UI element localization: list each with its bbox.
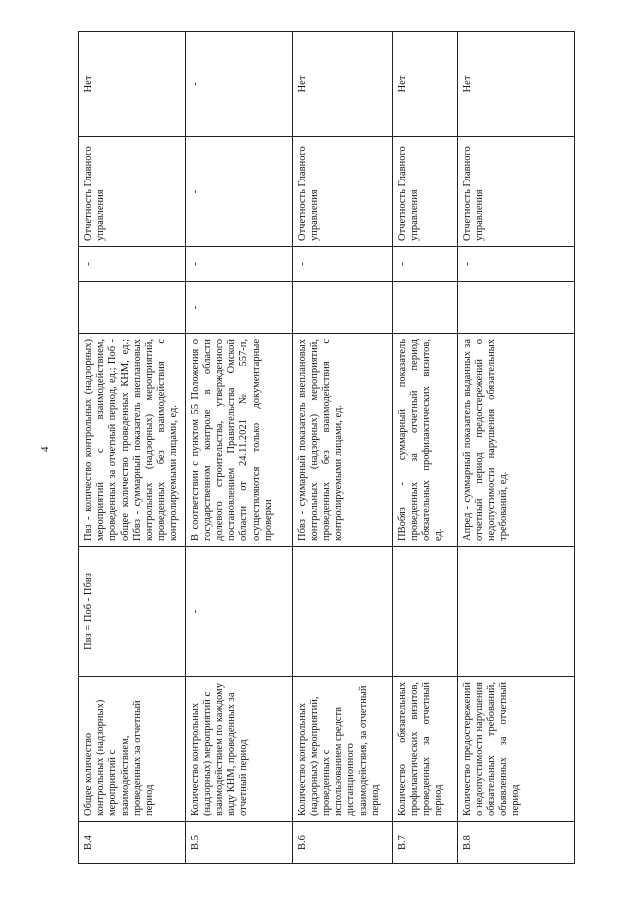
row-id: В.5: [185, 822, 292, 864]
table-row: [292, 32, 392, 864]
indicator-comment: Пвз - количество контрольных (надзорных) мероприятий с взаимодействием, проведенных за отчетный период, ед.; Поб - общее количество проведенных КНМ, ед.; Пбвз - суммарный показатель внеплановых контрольных (надзорных) мероприятий, проведенных без взаимодействия с контролируемыми лицами, ед.: [79, 334, 186, 547]
indicators-table: [78, 31, 575, 864]
indicator-col5: [392, 282, 457, 334]
indicator-name: Общее количество контрольных (надзорных) мероприятий с взаимодействием, проведенных за отчетный период: [79, 677, 186, 822]
indicator-formula: [457, 547, 574, 677]
indicator-name: Количество контрольных (надзорных) мероприятий, проведенных с использованием средств дистанционного взаимодействия, за отчетный период: [292, 677, 392, 822]
indicator-name: Количество контрольных (надзорных) мероприятий с взаимодействием по каждому виду КНМ, проведенных за отчетный период: [185, 677, 292, 822]
indicator-name: Количество предостережений о недопустимости нарушения обязательных требований, объявленных за отчетный период: [457, 677, 574, 822]
rotated-table-container: [78, 32, 570, 864]
indicator-col5: [457, 282, 574, 334]
indicator-last: Нет: [392, 32, 457, 137]
indicator-col5: -: [185, 282, 292, 334]
indicator-name: Количество обязательных профилактических визитов, проведенных за отчетный период: [392, 677, 457, 822]
table-row: [457, 32, 574, 864]
indicator-last: Нет: [79, 32, 186, 137]
indicator-col6: -: [392, 247, 457, 282]
indicator-source: Отчетность Главного управления: [79, 137, 186, 247]
indicator-col6: -: [79, 247, 186, 282]
indicator-comment: В соответствии с пунктом 55 Положения о государственном контроле в области долевого строительства, утвержденного постановлением Правительства Омской области от 24.11.2021 № 557-п, осуществляются только документарные проверки: [185, 334, 292, 547]
indicator-col6: -: [292, 247, 392, 282]
indicator-source: Отчетность Главного управления: [392, 137, 457, 247]
indicator-col5: [79, 282, 186, 334]
page-number: 4: [39, 446, 51, 452]
indicator-source: Отчетность Главного управления: [292, 137, 392, 247]
indicator-formula: [292, 547, 392, 677]
table-row: [79, 32, 186, 864]
indicator-last: -: [185, 32, 292, 137]
indicator-comment: Апред - суммарный показатель выданных за отчетный период предостережений о недопустимости нарушения обязательных требований, ед.: [457, 334, 574, 547]
table-row: [185, 32, 292, 864]
indicator-comment: Пбвз - суммарный показатель внеплановых контрольных (надзорных) мероприятий, проведенных без взаимодействия с контролируемыми лицами, ед.: [292, 334, 392, 547]
row-id: В.4: [79, 822, 186, 864]
row-id: В.7: [392, 822, 457, 864]
indicator-formula: [392, 547, 457, 677]
indicator-formula: -: [185, 547, 292, 677]
table-row: [392, 32, 457, 864]
indicator-formula: Пвз = Поб - Пбвз: [79, 547, 186, 677]
indicator-last: Нет: [457, 32, 574, 137]
indicator-last: Нет: [292, 32, 392, 137]
indicator-col5: [292, 282, 392, 334]
indicator-source: -: [185, 137, 292, 247]
row-id: В.6: [292, 822, 392, 864]
row-id: В.8: [457, 822, 574, 864]
indicator-source: Отчетность Главного управления: [457, 137, 574, 247]
indicator-col6: -: [457, 247, 574, 282]
indicator-col6: -: [185, 247, 292, 282]
indicator-comment: ПВобяз - суммарный показатель проведенных за отчетный период обязательных профилактических визитов, ед.: [392, 334, 457, 547]
